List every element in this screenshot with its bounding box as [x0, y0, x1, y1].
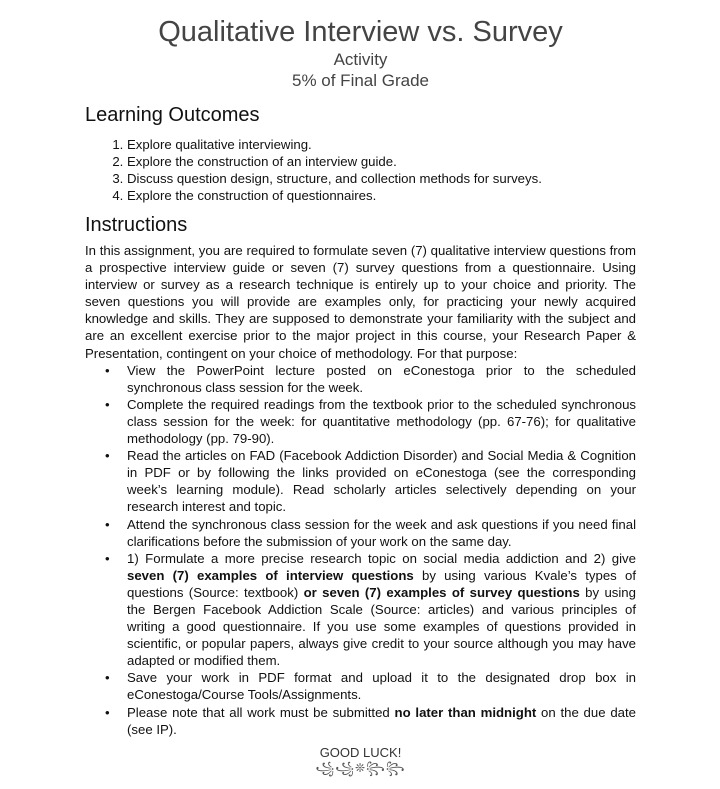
- outcome-item: 3. Discuss question design, structure, and collection methods for surveys.: [127, 170, 636, 187]
- step-item: [105, 550, 637, 670]
- step-text: View the PowerPoint lecture posted on eConestoga prior to the scheduled synchronous class session for the week.: [127, 362, 636, 395]
- step-text: Please note that all work must be submitted: [127, 704, 395, 720]
- step-text: Save your work in PDF format and upload it to the designated drop box in eConestoga/Course Tools/Assignments.: [127, 670, 636, 703]
- step-text: Complete the required readings from the textbook prior to the scheduled synchronous class session for the week: for quantitative methodology (pp. 67-76); for qualitative methodology (pp. 79-90).: [127, 396, 636, 447]
- step-item: [105, 669, 636, 703]
- step-text: Read the articles on FAD (Facebook Addiction Disorder) and Social Media & Cognition in PDF or by following the links provided on eConestoga (see the corresponding week’s learning module). Read scholarly articles selectively depending on your research interest and topic.: [127, 448, 636, 515]
- step-item: [105, 704, 636, 738]
- step-item: [105, 447, 636, 515]
- document-page: [85, 0, 636, 775]
- bullet: •: [105, 362, 110, 378]
- step-text: by using various Kvale’s types of questions (Source: textbook): [127, 567, 637, 600]
- good-luck-text: GOOD LUCK!: [319, 744, 402, 760]
- instructions-intro: In this assignment, you are required to formulate seven (7) qualitative interview questions from a prospective interview guide or seven (7) survey questions from a questionnaire. Using interview or survey as a research technique is entirely up to your choice and priority. The seven questions you will provide are examples only, for practicing your newly acquired knowledge and skills. They are supposed to demonstrate your familiarity with the subject and are an excellent exercise prior to the major project in this course, your Research Paper & Presentation, contingent on your choice of methodology. For that purpose:: [85, 243, 636, 361]
- outcome-item: 4. Explore the construction of questionnaires.: [127, 187, 636, 204]
- step-text: 1) Formulate a more precise research topic on social media addiction and 2) give: [127, 550, 636, 566]
- learning-outcomes-heading: Learning Outcomes: [85, 104, 260, 126]
- learning-outcomes-list: [85, 136, 636, 204]
- deadline-emphasis: no later than midnight: [394, 704, 537, 720]
- step-text: on the due date (see IP).: [127, 704, 636, 737]
- outcome-item: 2. Explore the construction of an interview guide.: [127, 153, 636, 170]
- step-item: [105, 396, 636, 447]
- step-item: [105, 516, 636, 550]
- document-title: Qualitative Interview vs. Survey: [158, 16, 563, 48]
- bullet: •: [105, 704, 110, 720]
- instructions-steps: [85, 362, 636, 738]
- step-item: [105, 362, 636, 396]
- outcome-item: 1. Explore qualitative interviewing.: [127, 136, 636, 153]
- bullet: •: [105, 670, 110, 686]
- grade-weight: 5% of Final Grade: [291, 71, 429, 90]
- bullet: •: [105, 396, 110, 412]
- step-text: Attend the synchronous class session for the week and ask questions if you need final clarifications before the submission of your work on the same day.: [127, 516, 636, 549]
- survey-questions-emphasis: or seven (7) examples of survey questions: [303, 584, 580, 600]
- bullet: •: [105, 516, 110, 532]
- step-text: by using the Bergen Facebook Addiction Scale (Source: articles) and various principles of writing a good questionnaire. If you use some examples of questions provided in scientific, or popular papers, always give credit to your source although you may have adapted or modified them.: [127, 584, 636, 669]
- instructions-heading: Instructions: [85, 214, 188, 236]
- decorative-ornament: ꧁꧁❊꧂꧂: [315, 760, 406, 775]
- bullet: •: [105, 448, 110, 464]
- interview-questions-emphasis: seven (7) examples of interview questions: [127, 567, 414, 583]
- activity-subtitle: Activity: [333, 50, 388, 69]
- bullet: •: [105, 550, 110, 566]
